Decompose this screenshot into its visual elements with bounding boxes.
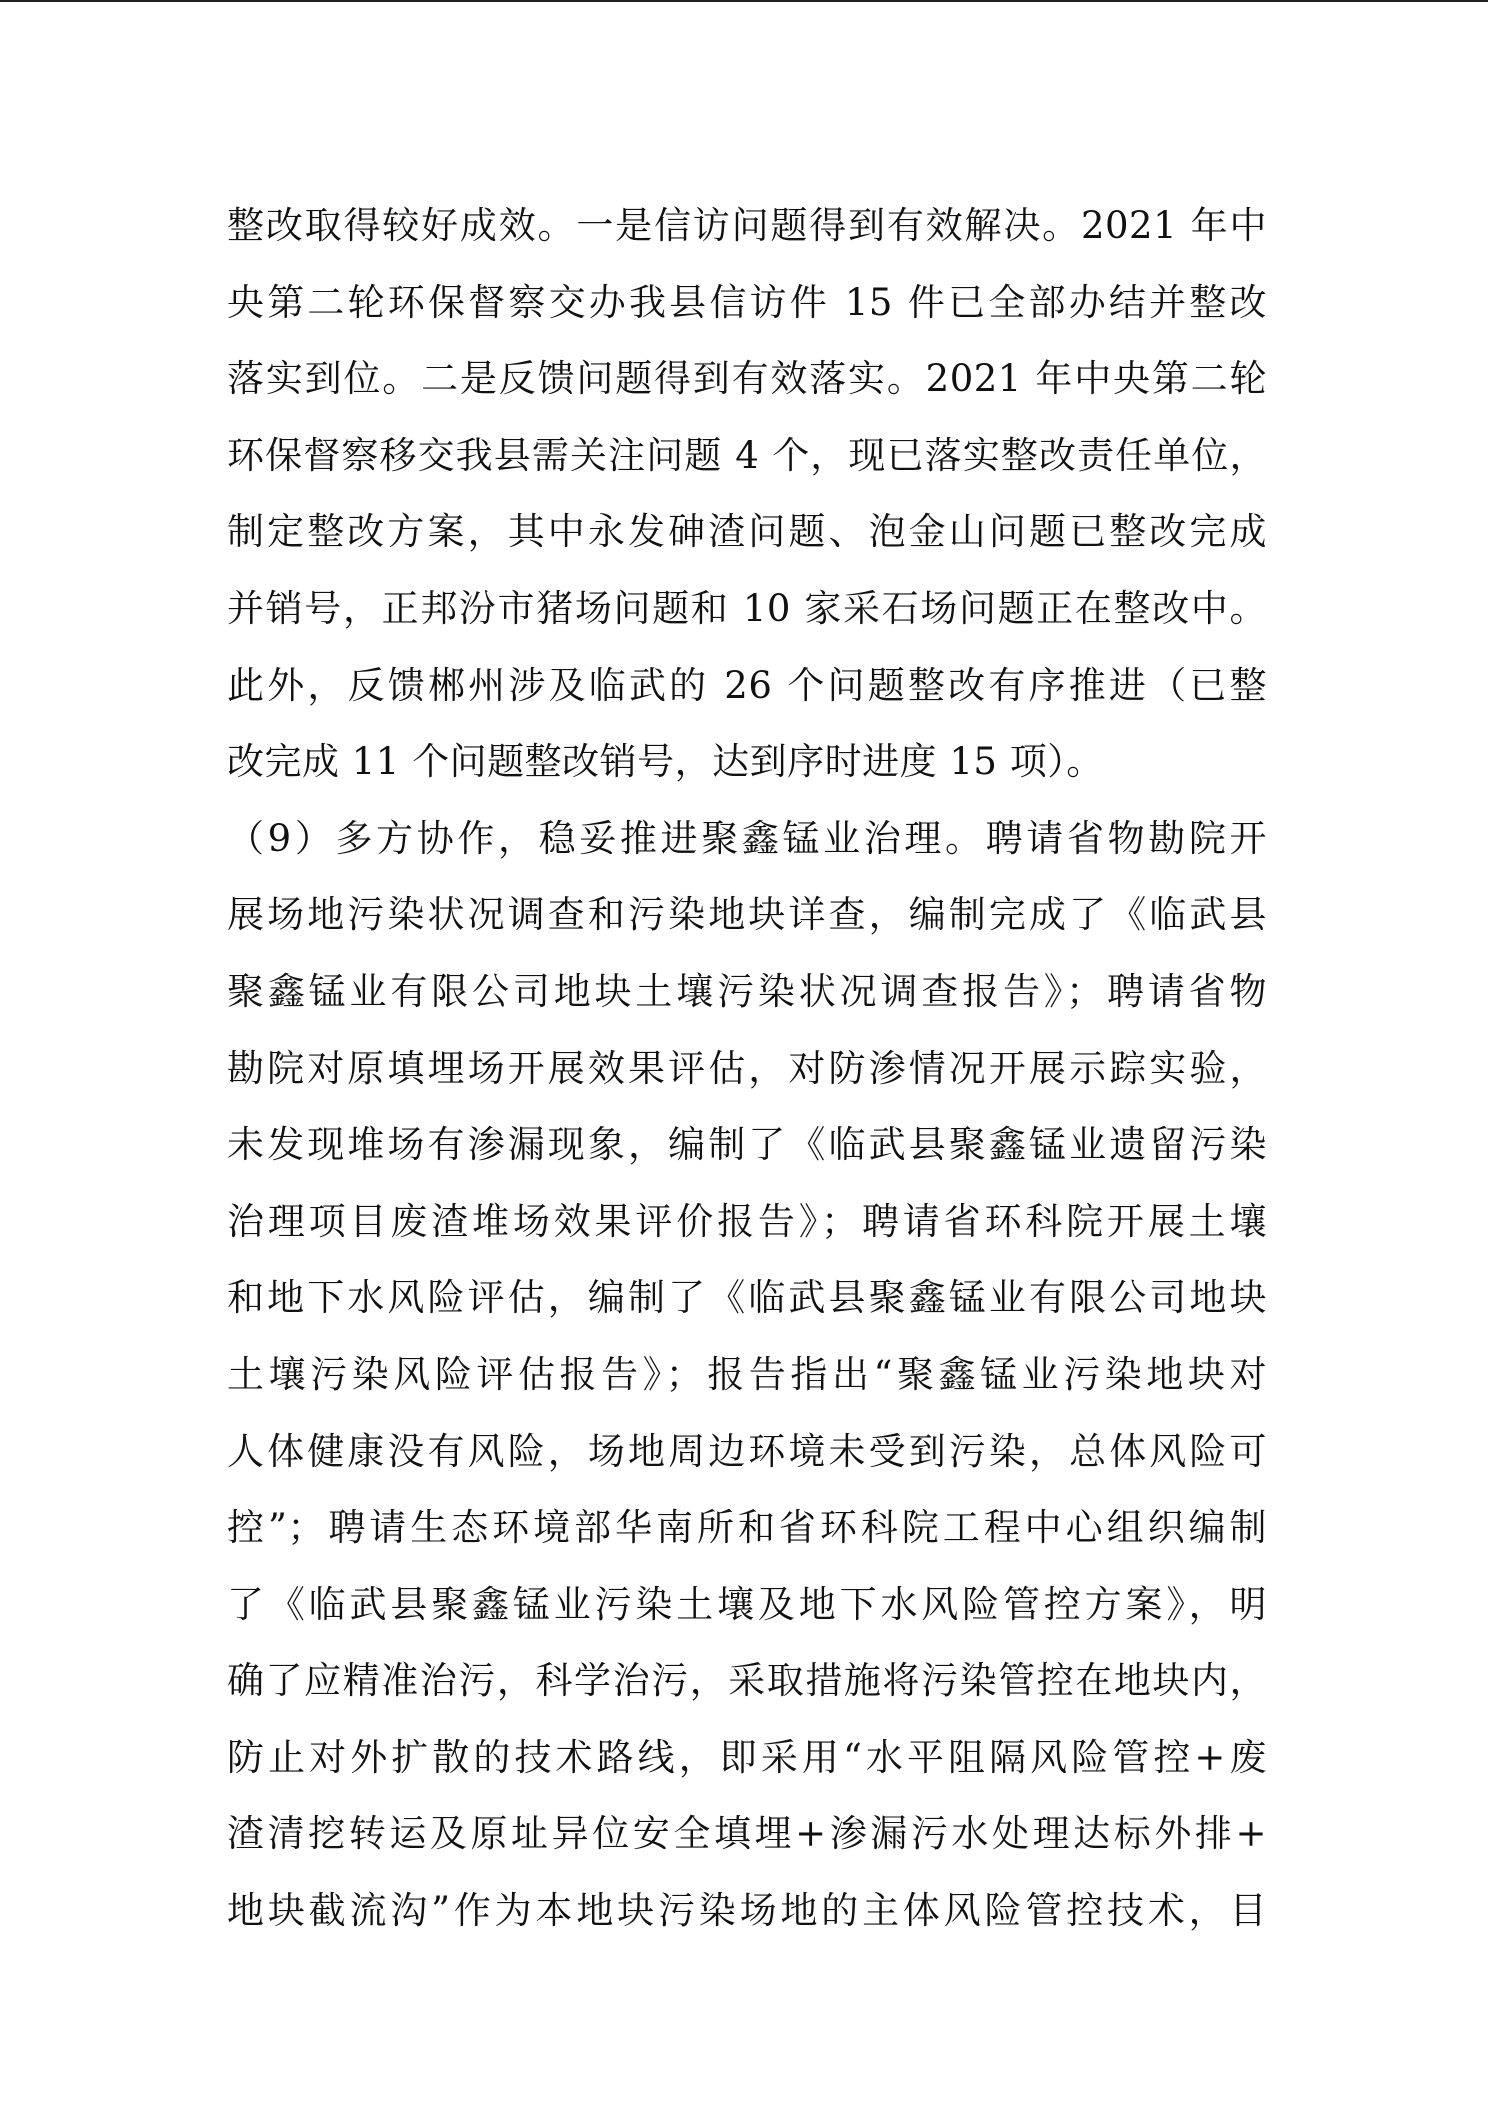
text-line: 聚鑫锰业有限公司地块土壤污染状况调查报告》；聘请省物	[227, 969, 1267, 1013]
text-line: 土壤污染风险评估报告》；报告指出“聚鑫锰业污染地块对	[227, 1352, 1267, 1396]
text-line: 并销号，正邦汾市猪场问题和 10 家采石场问题正在整改中。	[227, 586, 1267, 630]
text-line: 了《临武县聚鑫锰业污染土壤及地下水风险管控方案》，明	[227, 1582, 1267, 1626]
text-line: 确了应精准治污，科学治污，采取措施将污染管控在地块内，	[227, 1659, 1267, 1703]
text-line: 勘院对原填埋场开展效果评估，对防渗情况开展示踪实验，	[227, 1046, 1267, 1090]
text-line: 制定整改方案，其中永发砷渣问题、泡金山问题已整改完成	[227, 510, 1267, 554]
text-line: （9）多方协作，稳妥推进聚鑫锰业治理。聘请省物勘院开	[227, 816, 1267, 860]
text-line: 此外，反馈郴州涉及临武的 26 个问题整改有序推进（已整	[227, 663, 1267, 707]
body-text	[227, 188, 1267, 1950]
text-line: 环保督察移交我县需关注问题 4 个，现已落实整改责任单位，	[227, 433, 1267, 477]
text-line: 未发现堆场有渗漏现象，编制了《临武县聚鑫锰业遗留污染	[227, 1123, 1267, 1167]
text-line: 和地下水风险评估，编制了《临武县聚鑫锰业有限公司地块	[227, 1276, 1267, 1320]
text-line: 渣清挖转运及原址异位安全填埋+渗漏污水处理达标外排+	[227, 1812, 1267, 1856]
text-line: 落实到位。二是反馈问题得到有效落实。2021 年中央第二轮	[227, 357, 1267, 401]
text-line: 央第二轮环保督察交办我县信访件 15 件已全部办结并整改	[227, 280, 1267, 324]
text-line: 地块截流沟”作为本地块污染场地的主体风险管控技术，目	[227, 1889, 1267, 1933]
text-line: 治理项目废渣堆场效果评价报告》；聘请省环科院开展土壤	[227, 1199, 1267, 1243]
text-line: 控”；聘请生态环境部华南所和省环科院工程中心组织编制	[227, 1506, 1267, 1550]
text-line: 改完成 11 个问题整改销号，达到序时进度 15 项）。	[227, 740, 1104, 784]
text-line: 防止对外扩散的技术路线，即采用“水平阻隔风险管控+废	[227, 1735, 1267, 1779]
text-line: 展场地污染状况调查和污染地块详查，编制完成了《临武县	[227, 893, 1267, 937]
text-line: 人体健康没有风险，场地周边环境未受到污染，总体风险可	[227, 1429, 1267, 1473]
text-line: 整改取得较好成效。一是信访问题得到有效解决。2021 年中	[227, 204, 1267, 247]
